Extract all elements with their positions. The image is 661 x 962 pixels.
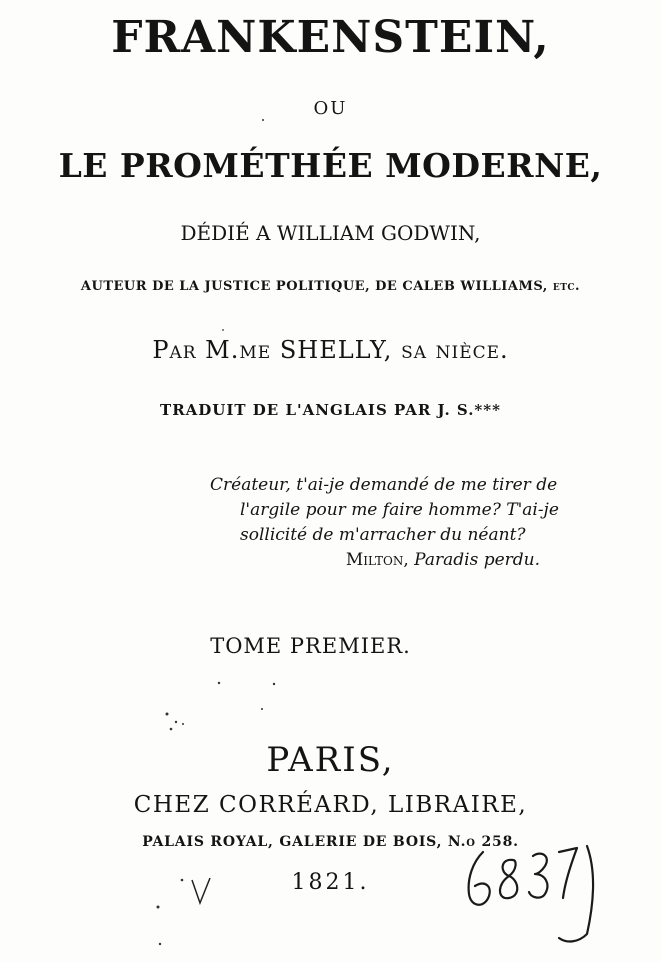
author-byline: Par M.me SHELLY, sa nièce. — [152, 336, 509, 364]
imprint-city: PARIS, — [266, 740, 395, 780]
imprint-address: PALAIS ROYAL, GALERIE DE BOIS, N.o 258. — [142, 834, 519, 850]
book-subtitle: LE PROMÉTHÉE MODERNE, — [58, 146, 603, 185]
epigraph-line-3: sollicité de m'arracher du néant? — [240, 525, 526, 545]
epigraph-attribution — [210, 548, 570, 573]
volume-label: TOME PREMIER. — [210, 634, 411, 658]
imprint-year: 1821. — [291, 870, 370, 895]
epigraph — [210, 473, 570, 573]
handwritten-shelfmark — [455, 838, 605, 948]
imprint-publisher: CHEZ CORRÉARD, LIBRAIRE, — [133, 792, 528, 818]
translator-credit: TRADUIT DE L'ANGLAIS PAR J. S.*** — [160, 401, 501, 419]
dedication: DÉDIÉ A WILLIAM GODWIN, — [180, 221, 481, 245]
book-title: FRANKENSTEIN, — [111, 12, 550, 63]
epigraph-author: Milton, — [345, 550, 409, 570]
epigraph-line-2: l'argile pour me faire homme? T'ai-je — [240, 500, 559, 520]
epigraph-work: Paradis perdu. — [414, 550, 540, 570]
title-conjunction: OU — [313, 98, 348, 119]
epigraph-line-1: Créateur, t'ai-je demandé de me tirer de — [210, 475, 558, 495]
dedicatee-works: AUTEUR DE LA JUSTICE POLITIQUE, DE CALEB WILLIAMS, etc. — [80, 279, 581, 294]
